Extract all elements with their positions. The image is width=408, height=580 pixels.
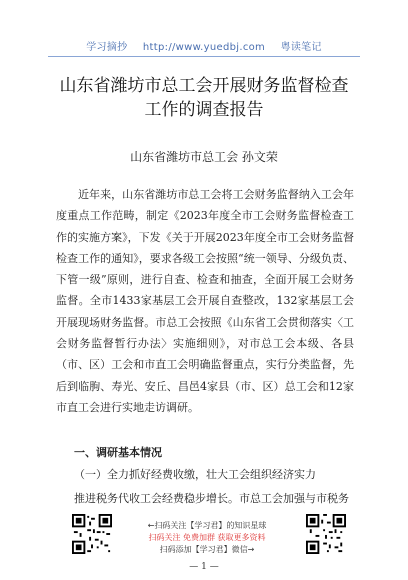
header-right-text: 粤读笔记 — [280, 42, 322, 53]
promo-line-2: 扫码关注 免费加群 获取更多资料 — [148, 533, 266, 542]
promo-line-1: ←扫码关注【学习君】的知识星球 — [147, 521, 267, 530]
header-url[interactable]: http://www.yuedbj.com — [142, 42, 266, 53]
right-qr-code-icon[interactable] — [306, 514, 346, 554]
left-qr-code-icon[interactable] — [72, 514, 112, 554]
document-title: 山东省潍坊市总工会开展财务监督检查工作的调查报告 — [59, 76, 349, 120]
header-divider — [48, 56, 360, 57]
promo-line-3: 扫码添加【学习君】微信→ — [159, 545, 255, 554]
page-header — [0, 38, 408, 53]
subsection-heading: （一）全力抓好经费收缴，壮大工会组织经济实力 — [74, 468, 316, 481]
author-byline: 山东省潍坊市总工会 孙文荣 — [130, 150, 278, 164]
body-paragraph: 推进税务代收工会经费稳步增长。市总工会加强与市税务 — [74, 492, 349, 505]
page-number: — 1 — — [189, 562, 219, 572]
intro-paragraph: 近年来，山东省潍坊市总工会将工会财务监督纳入工会年度重点工作范畴，制定《2023年度全市工会财务监督检查工作的实施方案》，下发《关于开展2023年度全市工会财务监督检查工作的通知》，要求各级工会按照“统一领导、分级负责、下管一级”原则，进行自查、检查和抽查，全面开展工会财务监督。全市1433家基层工会开展自查整改，132家基层工会开展现场财务监督。市总工会按照《山东省工会贯彻落实〈工会财务监督暂行办法〉实施细则》，对市总工会本级、各县（市、区）工会和市直工会明确监督重点，实行分类监督，先后到临朐、寿光、安丘、昌邑4家县（市、区）总工会和12家市直工会进行实地走访调研。 — [56, 188, 354, 414]
promo-text — [122, 520, 292, 556]
section-heading: 一、调研基本情况 — [74, 446, 162, 459]
header-left-text: 学习摘抄 — [86, 42, 128, 53]
